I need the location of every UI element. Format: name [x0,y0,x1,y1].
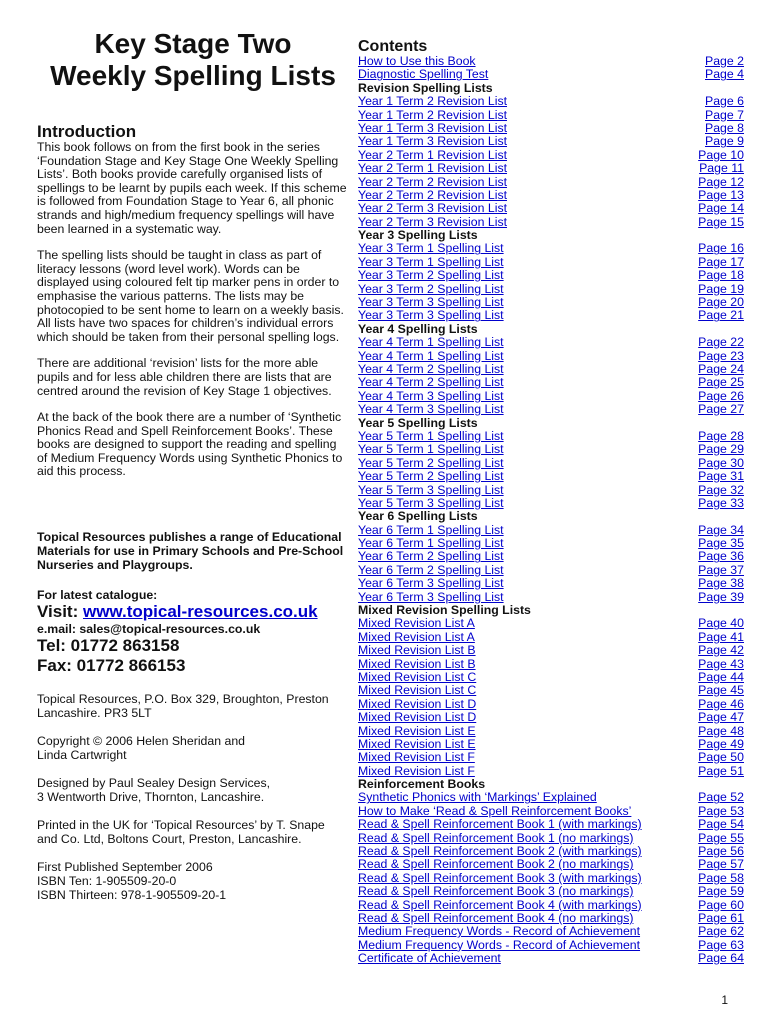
contents-entry [358,725,744,738]
contents-entry-link[interactable]: Year 5 Term 2 Spelling List [358,469,504,484]
contents-page-link[interactable]: Page 56 [698,844,744,859]
contents-column [358,38,744,966]
contents-entry [358,283,744,296]
contents-page-link[interactable]: Page 49 [698,736,744,751]
contents-entry-link[interactable]: Year 5 Term 2 Spelling List [358,455,504,470]
contents-entry [358,68,744,81]
contents-page-link[interactable]: Page 17 [698,254,744,269]
contents-page-link[interactable]: Page 59 [698,884,744,899]
contents-entry [358,376,744,389]
contents-page-link[interactable]: Page 11 [699,161,744,176]
contents-entry-link[interactable]: Read & Spell Reinforcement Book 2 (no markings) [358,857,634,872]
email-line: e.mail: sales@topical-resources.co.uk [37,622,261,637]
contents-entry [358,617,744,630]
contents-entry-link[interactable]: Mixed Revision List A [358,629,475,644]
contents-entry [358,872,744,885]
first-published: First Published September 2006 [37,860,213,875]
contents-entry [358,296,744,309]
visit-label: Visit: [37,602,83,622]
contents-entry-link[interactable]: Year 2 Term 2 Revision List [358,174,508,189]
designer-line: 3 Wentworth Drive, Thornton, Lancashire. [37,790,265,805]
contents-page-link[interactable]: Page 41 [698,629,744,644]
contents-page-link[interactable]: Page 8 [705,120,744,135]
contents-page-link[interactable]: Page 16 [698,241,744,256]
contents-page-link[interactable]: Page 12 [698,174,744,189]
contents-entry [358,885,744,898]
contents-page-link[interactable]: Page 25 [698,375,744,390]
address-line: Topical Resources, P.O. Box 329, Broughton, Preston [37,692,329,707]
contents-page-link[interactable]: Page 39 [698,589,744,604]
contents-entry [358,336,744,349]
contents-entry-link[interactable]: Year 4 Term 1 Spelling List [358,348,504,363]
contents-entry [358,832,744,845]
contents-page-link[interactable]: Page 28 [698,428,744,443]
catalogue-label: For latest catalogue: [37,588,158,603]
contents-entry-link[interactable]: Synthetic Phonics with ‘Markings’ Explained [358,790,597,805]
contents-entry [358,765,744,778]
contents-entry-link[interactable]: Year 6 Term 3 Spelling List [358,589,504,604]
contents-page-link[interactable]: Page 55 [698,830,744,845]
contents-heading: Contents [358,38,428,55]
contents-entry-link[interactable]: Year 3 Term 3 Spelling List [358,295,504,310]
contents-page-link[interactable]: Page 52 [698,790,744,805]
contents-section-heading: Year 4 Spelling Lists [358,321,478,336]
contents-page-link[interactable]: Page 15 [698,214,744,229]
contents-page-link[interactable]: Page 60 [698,897,744,912]
contents-page-link[interactable]: Page 64 [698,951,744,966]
contents-entry [358,350,744,363]
contents-entry-link[interactable]: Year 6 Term 2 Spelling List [358,549,504,564]
contents-entry-link[interactable]: Year 1 Term 2 Revision List [358,94,508,109]
contents-entry [358,216,744,229]
contents-page-link[interactable]: Page 51 [698,763,744,778]
contents-page-link[interactable]: Page 42 [698,643,744,658]
title-line-2: Weekly Spelling Lists [50,60,336,91]
contents-entry-link[interactable]: Year 2 Term 2 Revision List [358,187,508,202]
contents-entry-link[interactable]: Year 3 Term 3 Spelling List [358,308,504,323]
designer-line: Designed by Paul Sealey Design Services, [37,776,271,791]
contents-page-link[interactable]: Page 26 [698,388,744,403]
contents-page-link[interactable]: Page 21 [698,308,744,323]
contents-entry-link[interactable]: Year 2 Term 3 Revision List [358,201,508,216]
contents-entry [358,122,744,135]
contents-entry [358,497,744,510]
contents-entry [358,751,744,764]
contents-page-link[interactable]: Page 30 [698,455,744,470]
fax-line: Fax: 01772 866153 [37,656,186,676]
contents-entry-link[interactable]: Year 4 Term 2 Spelling List [358,375,504,390]
contents-entry [358,738,744,751]
printer-block [37,818,349,846]
contents-entry [358,912,744,925]
contents-entry-link[interactable]: Year 4 Term 3 Spelling List [358,402,504,417]
copyright-line: Linda Cartwright [37,748,127,763]
contents-page-link[interactable]: Page 19 [698,281,744,296]
contents-entry [358,470,744,483]
contents-entry [358,309,744,322]
telephone-line: Tel: 01772 863158 [37,636,180,656]
introduction-body [37,141,349,479]
contents-entry-link[interactable]: Year 3 Term 1 Spelling List [358,241,504,256]
contents-entry-link[interactable]: Read & Spell Reinforcement Book 1 (with markings) [358,817,642,832]
contents-entry-link[interactable]: Mixed Revision List F [358,750,475,765]
contents-page-link[interactable]: Page 4 [705,67,744,82]
contents-page-link[interactable]: Page 6 [705,94,744,109]
contents-page-link[interactable]: Page 58 [698,870,744,885]
contents-entry [358,711,744,724]
contents-section-heading: Revision Spelling Lists [358,80,493,95]
contents-entry-link[interactable]: Medium Frequency Words - Record of Achievement [358,937,641,952]
intro-paragraph: This book follows on from the first book in the series ‘Foundation Stage and Key Stage One Weekly Spelling Lists’. Both books provide carefully organised lists of spellings to be learnt by pupils each week. If this scheme is followed from Foundation Stage to Year 6, all phonic strands and high/medium frequency spellings will have been learned in a systematic way. [37,140,347,236]
contents-entry [358,95,744,108]
contents-entry-link[interactable]: Year 2 Term 1 Revision List [358,147,508,162]
contents-entry-link[interactable]: Read & Spell Reinforcement Book 3 (with markings) [358,870,642,885]
intro-paragraph: There are additional ‘revision’ lists for the more able pupils and for less able children there are lists that are centred around the revision of Key Stage 1 objectives. [37,356,332,398]
contents-entry [358,484,744,497]
contents-section-heading: Mixed Revision Spelling Lists [358,603,531,618]
contents-page-link[interactable]: Page 13 [698,187,744,202]
contents-entry-link[interactable]: Year 4 Term 3 Spelling List [358,388,504,403]
contents-entry [358,403,744,416]
contents-page-link[interactable]: Page 62 [698,924,744,939]
contents-entry [358,805,744,818]
left-column [37,28,349,902]
contents-entry-link[interactable]: How to Make ‘Read & Spell Reinforcement Books’ [358,803,632,818]
contents-page-link[interactable]: Page 10 [698,147,744,162]
contents-page-link[interactable]: Page 45 [698,683,744,698]
contents-entry [358,55,744,68]
contents-entry-link[interactable]: Mixed Revision List A [358,616,475,631]
contents-entry [358,256,744,269]
contents-page-link[interactable]: Page 34 [698,522,744,537]
contents-entry [358,939,744,952]
contents-page-link[interactable]: Page 2 [705,54,744,68]
isbn-ten: ISBN Ten: 1-905509-20-0 [37,874,177,889]
contents-entry [358,135,744,148]
contents-entry [358,162,744,175]
contents-entry [358,202,744,215]
contents-page-link[interactable]: Page 35 [698,536,744,551]
contents-page-link[interactable]: Page 27 [698,402,744,417]
contents-page-link[interactable]: Page 24 [698,361,744,376]
copyright-line: Copyright © 2006 Helen Sheridan and [37,734,245,749]
contents-page-link[interactable]: Page 47 [698,710,744,725]
contents-entry [358,791,744,804]
contents-entry-link[interactable]: Mixed Revision List D [358,696,477,711]
contents-entry-link[interactable]: Mixed Revision List F [358,763,475,778]
contents-entry-link[interactable]: Year 6 Term 2 Spelling List [358,562,504,577]
contents-entry-link[interactable]: Year 3 Term 2 Spelling List [358,281,504,296]
contents-entry [358,564,744,577]
contents-entry [358,550,744,563]
contents-section-heading: Year 6 Spelling Lists [358,509,478,524]
contents-page-link[interactable]: Page 48 [698,723,744,738]
contents-entry [358,591,744,604]
contents-entry-link[interactable]: Year 1 Term 3 Revision List [358,134,508,149]
contents-entry [358,109,744,122]
contents-entry [358,952,744,965]
contents-entry-link[interactable]: How to Use this Book [358,54,476,68]
contents-entry-link[interactable]: Diagnostic Spelling Test [358,67,489,82]
contents-entry [358,631,744,644]
publisher-blurb: Topical Resources publishes a range of Educational Materials for use in Primary Schools and Pre-School Nurseries and Playgroups. [37,530,344,573]
contents-entry-link[interactable]: Certificate of Achievement [358,951,501,966]
address-block [37,692,349,720]
contents-entry-link[interactable]: Year 5 Term 1 Spelling List [358,428,504,443]
address-line: Lancashire. PR3 5LT [37,706,152,721]
printer-line: and Co. Ltd, Boltons Court, Preston, Lancashire. [37,832,302,847]
page-number: 1 [721,993,728,1007]
contents-entry [358,658,744,671]
website-link[interactable]: www.topical-resources.co.uk [82,602,318,622]
contents-page-link[interactable]: Page 7 [705,107,744,122]
contents-entry [358,644,744,657]
contents-section-heading: Reinforcement Books [358,777,486,792]
contents-page-link[interactable]: Page 29 [698,442,744,457]
contents-entry [358,242,744,255]
contents-entry [358,269,744,282]
contents-entry-link[interactable]: Mixed Revision List C [358,683,477,698]
contents-entry-link[interactable]: Year 3 Term 1 Spelling List [358,254,504,269]
contents-page-link[interactable]: Page 33 [698,495,744,510]
intro-paragraph: The spelling lists should be taught in class as part of literacy lessons (word level work). Words can be displayed using coloured felt tip marker pens in order to emphasise the various patterns. The lists may be photocopied to be sent home to learn on a weekly basis. All lists have two spaces for children’s individual errors which should be taken from their personal spelling logs. [37,248,344,344]
contents-entry [358,363,744,376]
contents-page-link[interactable]: Page 46 [698,696,744,711]
visit-line [37,602,349,622]
contents-page-link[interactable]: Page 54 [698,817,744,832]
contents-entry-link[interactable]: Mixed Revision List D [358,710,477,725]
contents-entry [358,524,744,537]
contents-page-link[interactable]: Page 22 [698,335,744,350]
contents-page-link[interactable]: Page 9 [705,134,744,149]
publication-block [37,860,349,902]
contents-entry-link[interactable]: Year 6 Term 1 Spelling List [358,536,504,551]
introduction-heading: Introduction [37,122,137,141]
contents-entry [358,698,744,711]
contents-entry-link[interactable]: Year 1 Term 2 Revision List [358,107,508,122]
intro-paragraph: At the back of the book there are a number of ‘Synthetic Phonics Read and Spell Reinforcement Books’. These books are designed to support the reading and spelling of Medium Frequency Words using Synthetic Phonics to aid this process. [37,410,343,479]
contents-entry-link[interactable]: Mixed Revision List B [358,656,476,671]
contents-entry-link[interactable]: Year 6 Term 3 Spelling List [358,576,504,591]
contents-entry-link[interactable]: Mixed Revision List C [358,669,477,684]
contents-entry [358,577,744,590]
contents-section-heading: Year 5 Spelling Lists [358,415,478,430]
contents-page-link[interactable]: Page 36 [698,549,744,564]
contents-entry-link[interactable]: Year 4 Term 1 Spelling List [358,335,504,350]
contents-entry-link[interactable]: Mixed Revision List E [358,736,476,751]
contents-entry [358,390,744,403]
contents-entry [358,457,744,470]
contents-entry-link[interactable]: Medium Frequency Words - Record of Achievement [358,924,641,939]
contents-entry [358,671,744,684]
contents-page-link[interactable]: Page 20 [698,295,744,310]
contents-page-link[interactable]: Page 32 [698,482,744,497]
contents-page-link[interactable]: Page 14 [698,201,744,216]
contents-entry-link[interactable]: Mixed Revision List E [358,723,476,738]
copyright-block [37,734,349,762]
contents-entry [358,430,744,443]
contents-page-link[interactable]: Page 53 [698,803,744,818]
contents-page-link[interactable]: Page 43 [698,656,744,671]
contents-entry [358,176,744,189]
contents-entry-link[interactable]: Year 5 Term 3 Spelling List [358,482,504,497]
contents-entry [358,858,744,871]
contents-page-link[interactable]: Page 38 [698,576,744,591]
contents-entry-link[interactable]: Year 2 Term 3 Revision List [358,214,508,229]
contents-entry [358,845,744,858]
contents-page-link[interactable]: Page 50 [698,750,744,765]
contents-entry-link[interactable]: Year 6 Term 1 Spelling List [358,522,504,537]
contents-entry-link[interactable]: Read & Spell Reinforcement Book 1 (no markings) [358,830,634,845]
contents-entry [358,149,744,162]
contents-page-link[interactable]: Page 44 [698,669,744,684]
contents-entry-link[interactable]: Year 1 Term 3 Revision List [358,120,508,135]
contents-entry-link[interactable]: Year 5 Term 1 Spelling List [358,442,504,457]
contents-page-link[interactable]: Page 40 [698,616,744,631]
contents-entry-link[interactable]: Read & Spell Reinforcement Book 3 (no markings) [358,884,634,899]
contents-entry [358,189,744,202]
contents-page-link[interactable]: Page 37 [698,562,744,577]
contents-entry [358,818,744,831]
page-title [37,28,349,92]
contents-entry [358,925,744,938]
contents-page-link[interactable]: Page 61 [698,911,744,925]
contents-entry [358,537,744,550]
designer-block [37,776,349,804]
contents-entry-link[interactable]: Read & Spell Reinforcement Book 2 (with markings) [358,844,642,859]
contents-entry-link[interactable]: Read & Spell Reinforcement Book 4 (no markings) [358,911,634,925]
contents-entry-link[interactable]: Year 2 Term 1 Revision List [358,161,508,176]
contents-page-link[interactable]: Page 23 [698,348,744,363]
contents-section-heading: Year 3 Spelling Lists [358,228,478,243]
contents-entry-link[interactable]: Year 5 Term 3 Spelling List [358,495,504,510]
contents-page-link[interactable]: Page 63 [698,937,744,952]
title-line-1: Key Stage Two [94,28,292,59]
contents-page-link[interactable]: Page 18 [698,268,744,283]
isbn-thirteen: ISBN Thirteen: 978-1-905509-20-1 [37,888,227,903]
contents-list [358,55,744,966]
contents-entry-link[interactable]: Year 3 Term 2 Spelling List [358,268,504,283]
contents-entry-link[interactable]: Year 4 Term 2 Spelling List [358,361,504,376]
contents-entry-link[interactable]: Read & Spell Reinforcement Book 4 (with markings) [358,897,642,912]
contents-entry [358,443,744,456]
contents-entry [358,684,744,697]
contents-entry-link[interactable]: Mixed Revision List B [358,643,476,658]
contents-page-link[interactable]: Page 31 [698,469,744,484]
contents-entry [358,899,744,912]
printer-line: Printed in the UK for ‘Topical Resources’ by T. Snape [37,818,325,833]
contents-page-link[interactable]: Page 57 [698,857,744,872]
